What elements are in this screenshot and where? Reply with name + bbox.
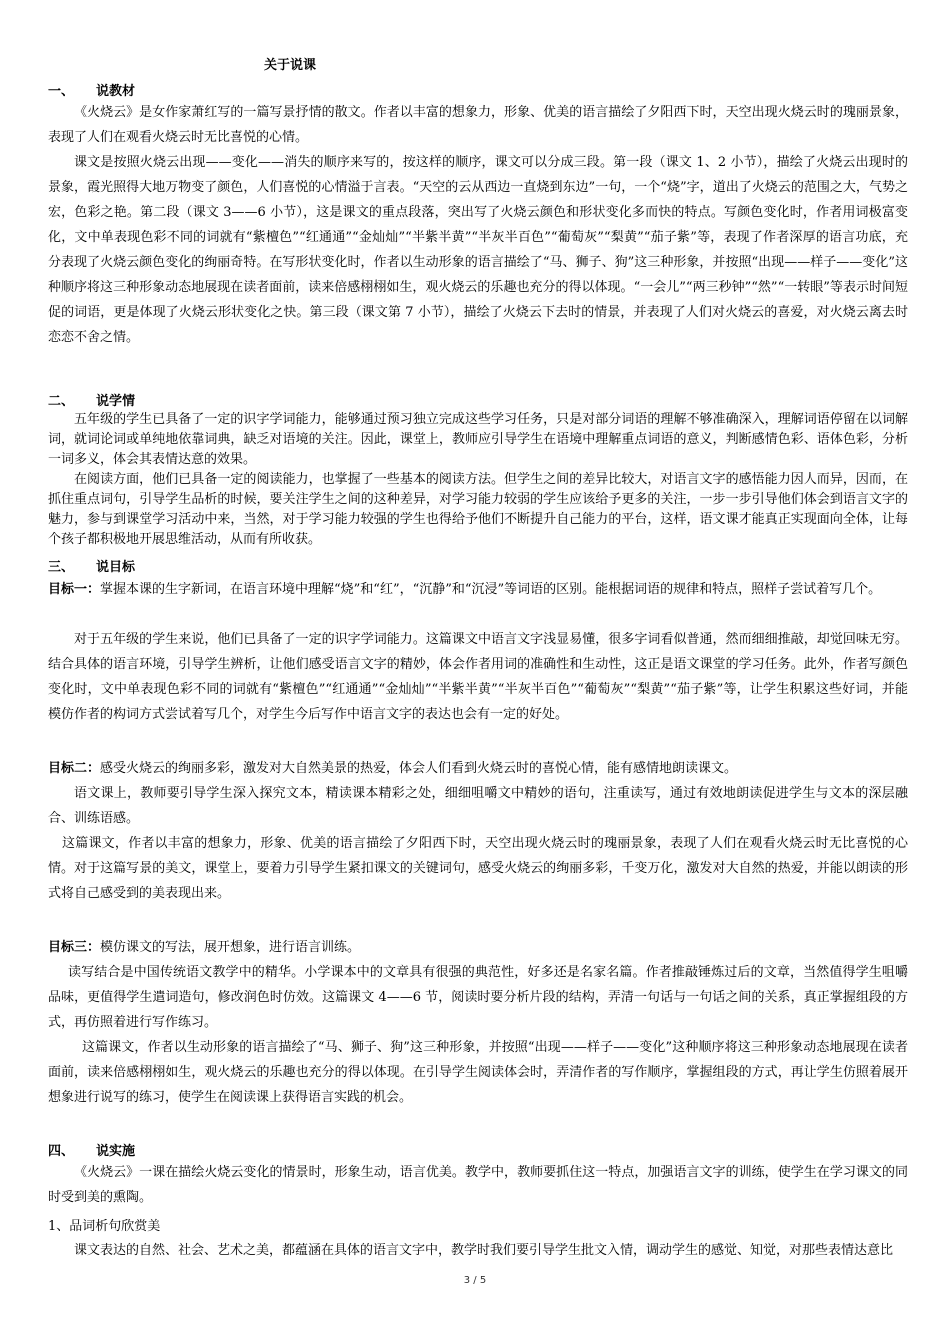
xueqing-paragraph-1: 五年级的学生已具备了一定的识字学词能力，能够通过预习独立完成这些学习任务，只是对部分词语的理解不够准确深入，理解词语停留在以词解词，就词论词或单纯地依靠词典，缺乏对语境的关注。因此，课堂上，教师应引导学生在语境中理解重点词语的意义，判断感情色彩、语体色彩，分析一词多义，体会其表情达意的效果。 <box>48 412 908 467</box>
section-title: 说实施 <box>96 1144 136 1159</box>
goal-label: 目标三： <box>48 940 101 955</box>
shishi-paragraph-1: 《火烧云》一课在描绘火烧云变化的情景时，形象生动，语言优美。教学中，教师要抓住这一特点，加强语言文字的训练，使学生在学习课文的同时受到美的熏陶。 <box>48 1165 908 1205</box>
goal-text: 感受火烧云的绚丽多彩，激发对大自然美景的热爱，体会人们看到火烧云时的喜悦心情，能有感情地朗读课文。 <box>100 761 738 776</box>
goal-text: 模仿课文的写法，展开想象，进行语言训练。 <box>100 940 361 955</box>
section-number: 四、 <box>48 1144 75 1159</box>
jiaocai-paragraph-1: 《火烧云》是女作家萧红写的一篇写景抒情的散文。作者以丰富的想象力，形象、优美的语言描绘了夕阳西下时，天空出现火烧云时的瑰丽景象，表现了人们在观看火烧云时无比喜悦的心情。 <box>48 105 908 145</box>
doc-title: 关于说课 <box>264 58 317 73</box>
jiaocai-paragraph-2: 课文是按照火烧云出现——变化——消失的顺序来写的，按这样的顺序，课文可以分成三段。第一段（课文 1、2 小节），描绘了火烧云出现时的景象，霞光照得大地万物变了颜色，人们喜悦的心情溢于言表。“天空的云从西边一直烧到东边”一句，一个“烧”字，道出了火烧云的范围之大，气势之宏，色彩之艳。第二段（课文 3——6 小节），这是课文的重点段落，突出写了火烧云颜色和形状变化多而快的特点。写颜色变化时，作者用词极富变化，文中单表现色彩不同的词就有“紫檀色”“红通通”“金灿灿”“半紫半黄”“半灰半百色”“葡萄灰”“梨黄”“茄子紫”等，表现了作者深厚的语言功底，充分表现了火烧云颜色变化的绚丽奇特。在写形状变化时，作者以生动形象的语言描绘了“马、狮子、狗”这三种形象，并按照“出现——样子——变化”这种顺序将这三种形象动态地展现在读者面前，读来倍感栩栩如生，观火烧云的乐趣也充分的得以体现。“一会儿”“两三秒钟”“然”“一转眼”等表示时间短促的词语，更是体现了火烧云形状变化之快。第三段（课文第 7 小节），描绘了火烧云下去时的情景，并表现了人们对火烧云的喜爱，对火烧云离去时恋恋不舍之情。 <box>48 155 908 345</box>
page-number: 3 / 5 <box>463 1275 487 1286</box>
section-title: 说教材 <box>96 84 136 99</box>
xueqing-paragraph-2: 在阅读方面，他们已具备一定的阅读能力，也掌握了一些基本的阅读方法。但学生之间的差异比较大，对语言文字的感悟能力因人而异，因而，在抓住重点词句，引导学生品析的时候，要关注学生之间的这种差异，对学习能力较弱的学生应该给予更多的关注，一步一步引导他们体会到语言文字的魅力，参与到课堂学习活动中来，当然，对于学习能力较强的学生也得给予他们不断提升自己能力的平台，这样，语文课才能真正实现面向全体，让每个孩子都积极地开展思维活动，从而有所收获。 <box>48 472 908 547</box>
goal-2 <box>48 756 908 781</box>
section-number: 三、 <box>48 560 75 575</box>
goal-label: 目标一： <box>48 582 101 597</box>
goal-1 <box>48 577 908 602</box>
section-title: 说学情 <box>96 394 136 409</box>
shishi-paragraph-2: 课文表达的自然、社会、艺术之美，都蕴涵在具体的语言文字中，教学时我们要引导学生批文入情，调动学生的感觉、知觉，对那些表情达意比 <box>74 1243 894 1258</box>
section-number: 二、 <box>48 394 75 409</box>
goal-2-paragraph-2: 这篇课文，作者以丰富的想象力，形象、优美的语言描绘了夕阳西下时，天空出现火烧云时的瑰丽景象，表现了人们在观看火烧云时无比喜悦的心情。对于这篇写景的美文，课堂上，要着力引导学生紧扣课文的关键词句，感受火烧云的绚丽多彩，千变万化，激发对大自然的热爱，并能以朗读的形式将自己感受到的美表现出来。 <box>48 836 908 901</box>
goal-3-paragraph-2: 这篇课文，作者以生动形象的语言描绘了“马、狮子、狗”这三种形象，并按照“出现——样子——变化”这种顺序将这三种形象动态地展现在读者面前，读来倍感栩栩如生，观火烧云的乐趣也充分的得以体现。在引导学生阅读体会时，弄清作者的写作顺序，掌握组段的方式，再让学生仿照着展开想象进行说写的练习，使学生在阅读课上获得语言实践的机会。 <box>48 1040 908 1105</box>
goal-label: 目标二： <box>48 761 101 776</box>
section-heading-jiaocai <box>48 80 135 99</box>
goal-1-paragraph: 对于五年级的学生来说，他们已具备了一定的识字学词能力。这篇课文中语言文字浅显易懂，很多字词看似普通，然而细细推敲，却觉回味无穷。结合具体的语言环境，引导学生辨析，让他们感受语言文字的精妙，体会作者用词的准确性和生动性，这正是语文课堂的学习任务。此外，作者写颜色变化时，文中单表现色彩不同的词就有“紫檀色”“红通通”“金灿灿”“半紫半黄”“半灰半百色”“葡萄灰”“梨黄”“茄子紫”等，让学生积累这些好词，并能模仿作者的构词方式尝试着写几个，对学生今后写作中语言文字的表达也会有一定的好处。 <box>48 632 908 722</box>
section-heading-xueqing <box>48 390 135 409</box>
goal-text: 掌握本课的生字新词，在语言环境中理解“烧”和“红”，“沉静”和“沉浸”等词语的区别。能根据词语的规律和特点，照样子尝试着写几个。 <box>100 582 882 597</box>
section-title: 说目标 <box>96 560 136 575</box>
subheading-1: 1、品词析句欣赏美 <box>48 1219 161 1234</box>
goal-2-paragraph-1: 语文课上，教师要引导学生深入探究文本，精读课本精彩之处，细细咀嚼文中精妙的语句，注重读写，通过有效地朗读促进学生与文本的深层融合、训练语感。 <box>48 786 908 826</box>
goal-3 <box>48 935 908 960</box>
goal-3-paragraph-1: 读写结合是中国传统语文教学中的精华。小学课本中的文章具有很强的典范性，好多还是名家名篇。作者推敲锤炼过后的文章，当然值得学生咀嚼品味，更值得学生遣词造句，修改润色时仿效。这篇课文 4——6 节，阅读时要分析片段的结构，弄清一句话与一句话之间的关系，真正掌握组段的方式，再仿照着进行写作练习。 <box>48 965 908 1030</box>
section-heading-mubiao <box>48 556 135 575</box>
section-number: 一、 <box>48 84 75 99</box>
section-heading-shishi <box>48 1140 135 1159</box>
